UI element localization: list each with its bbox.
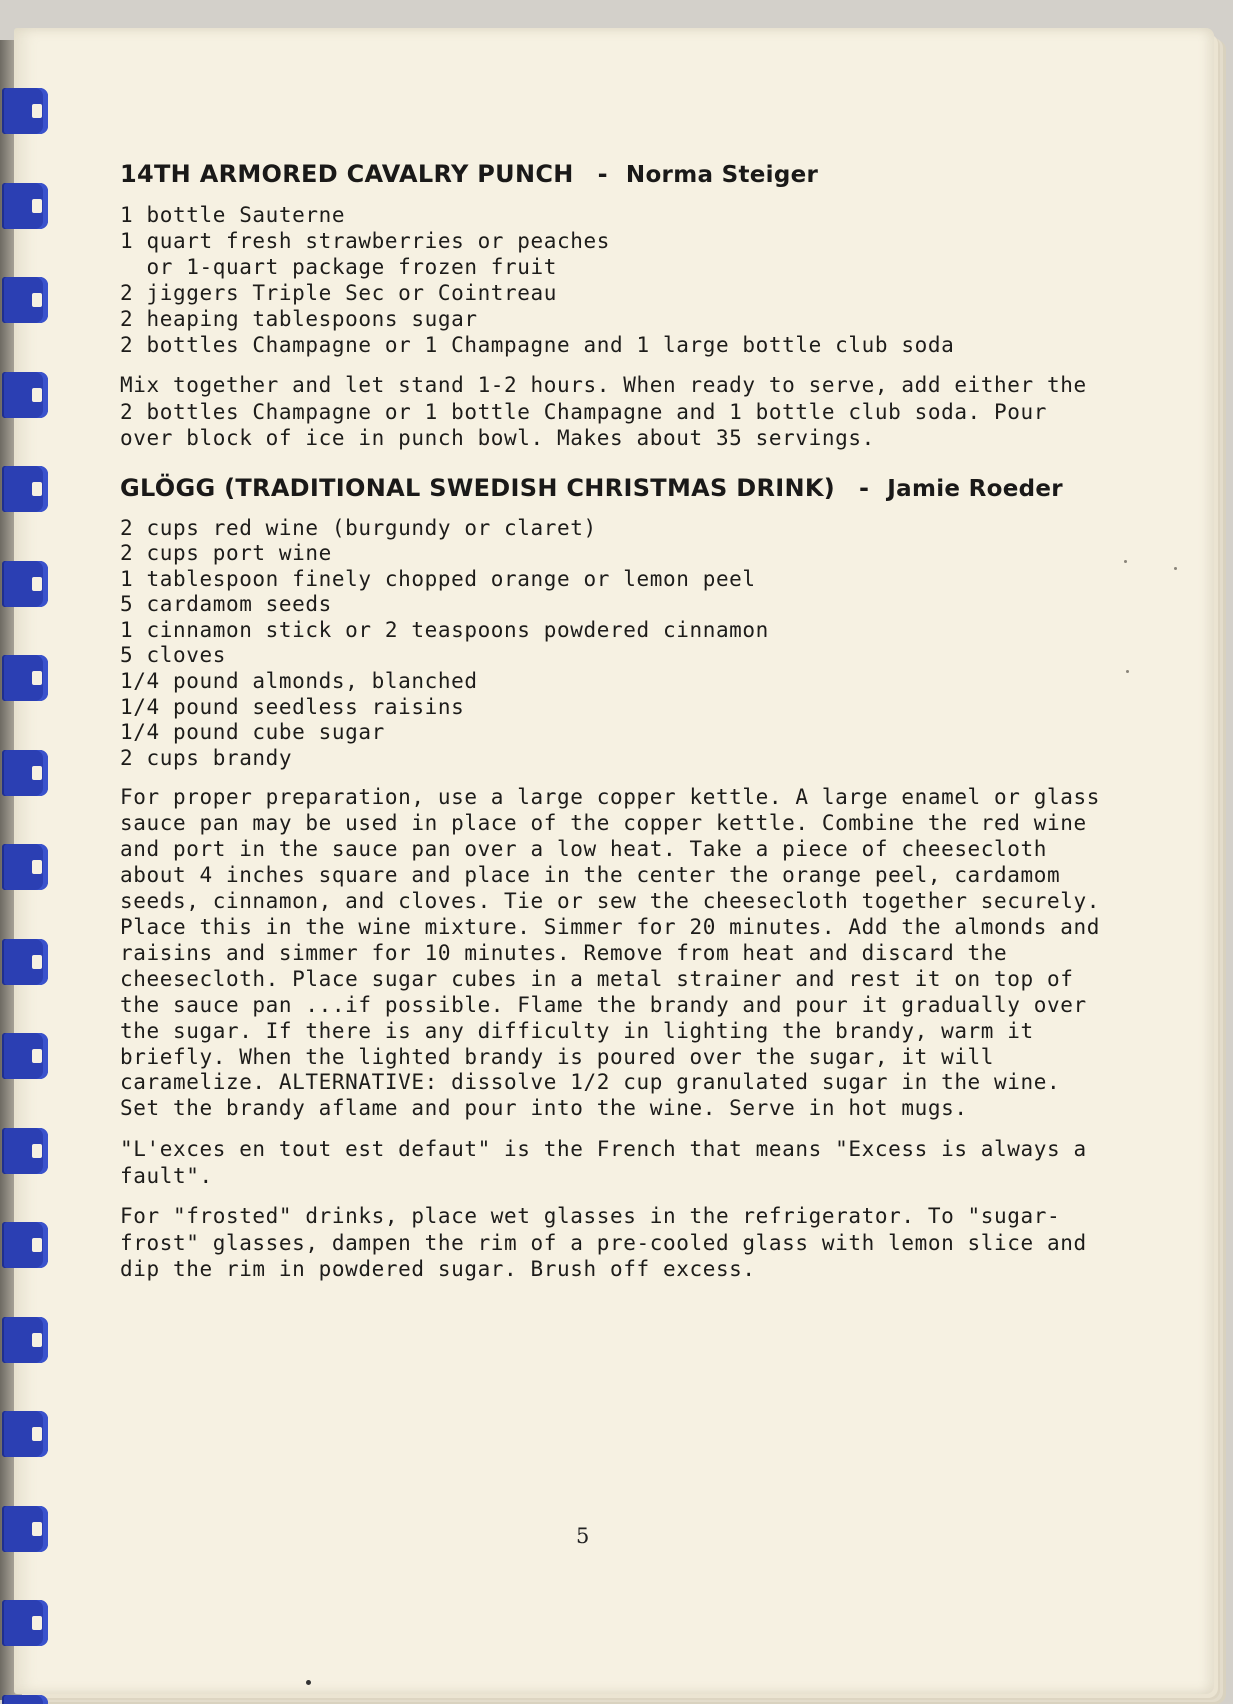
ingredient-item: 1/4 pound seedless raisins: [120, 694, 465, 719]
recipe-title: 14TH ARMORED CAVALRY PUNCH: [120, 160, 574, 188]
note-french-saying: "L'exces en tout est defaut" is the French that means "Excess is always a fault".: [120, 1137, 1087, 1188]
ingredient-item: 2 cups port wine: [120, 541, 332, 566]
recipe-directions: For proper preparation, use a large copper kettle. A large enamel or glass sauce pan may be used in place of the copper kettle. Combine the red wine and port in the sauce pan over a low heat. Take a piece of cheesecloth about 4 inches square and place in the center the orange peel, cardamom seeds, cinnamon, and cloves. Tie or sew the cheesecloth together securely. Place this in the wine mixture. Simmer for 20 minutes. Add the almonds and raisins and simmer for 10 minutes. Remove from heat and discard the cheesecloth. Place sugar cubes in a metal strainer and rest it on top of the sauce pan ...if possible. Flame the brandy and pour it gradually over the sugar. If there is any difficulty in lighting the brandy, warm it briefly. When the lighted brandy is poured over the sugar, it will caramelize. ALTERNATIVE: dissolve 1/2 cup granulated sugar in the wine. Set the brandy aflame and pour into the wine. Serve in hot mugs.: [120, 785, 1100, 1121]
recipe-author: Norma Steiger: [625, 162, 819, 188]
ingredient-item: 2 cups red wine (burgundy or claret): [120, 515, 597, 540]
ingredient-item: 1 bottle Sauterne: [120, 203, 346, 227]
ingredient-item: 2 bottles Champagne or 1 Champagne and 1 large bottle club soda: [120, 333, 955, 357]
binding-coil: [2, 1695, 48, 1704]
ingredient-item: 2 cups brandy: [120, 745, 293, 770]
binding-coil: [2, 88, 48, 134]
recipe-heading: [120, 474, 1100, 502]
page-number: 5: [576, 1524, 590, 1548]
binding-coil: [2, 1411, 48, 1457]
binding-coil: [2, 939, 48, 985]
recipe-author: Jamie Roeder: [887, 475, 1063, 502]
binding-coil: [2, 1033, 48, 1079]
binding-coil: [2, 1317, 48, 1363]
recipe-directions: Mix together and let stand 1-2 hours. When ready to serve, add either the 2 bottles Champagne or 1 bottle Champagne and 1 bottle club soda. Pour over block of ice in punch bowl. Makes about 35 servings.: [120, 373, 1087, 450]
binding-coil: [2, 1222, 48, 1268]
paper-speck: [1126, 670, 1129, 673]
binding-coil: [2, 1128, 48, 1174]
ingredient-item: 5 cardamom seeds: [120, 592, 332, 617]
ingredient-item: 1/4 pound almonds, blanched: [120, 669, 478, 694]
binding-coil: [2, 277, 48, 323]
binding-coil: [2, 466, 48, 512]
ingredient-item: 1/4 pound cube sugar: [120, 720, 385, 745]
binding-coil: [2, 844, 48, 890]
page-content: [120, 160, 1100, 1297]
title-separator: -: [859, 473, 870, 502]
binding-coil: [2, 183, 48, 229]
recipe-title: GLÖGG (TRADITIONAL SWEDISH CHRISTMAS DRINK): [120, 473, 836, 502]
paper-speck: [306, 1680, 311, 1685]
ingredient-list: [120, 516, 1100, 772]
recipe-cavalry-punch: [120, 160, 1100, 452]
note-frosted-glasses: For "frosted" drinks, place wet glasses in the refrigerator. To "sugar-frost" glasses, dampen the rim of a pre-cooled glass with lemon slice and dip the rim in powdered sugar. Brush off excess.: [120, 1204, 1087, 1282]
ingredient-item: or 1-quart package frozen fruit: [120, 255, 558, 279]
paper-speck: [1124, 560, 1127, 563]
title-separator: -: [597, 160, 608, 188]
ingredient-item: 2 jiggers Triple Sec or Cointreau: [120, 281, 558, 305]
ingredient-item: 1 tablespoon finely chopped orange or lemon peel: [120, 566, 756, 591]
ingredient-item: 1 quart fresh strawberries or peaches: [120, 229, 610, 253]
recipe-glogg: [120, 474, 1100, 1123]
recipe-heading: [120, 160, 1100, 188]
ingredient-item: 5 cloves: [120, 643, 226, 668]
binding-coil: [2, 750, 48, 796]
binding-coil: [2, 655, 48, 701]
ingredient-item: 2 heaping tablespoons sugar: [120, 307, 478, 331]
binding-coil: [2, 1600, 48, 1646]
binding-coil: [2, 561, 48, 607]
ingredient-item: 1 cinnamon stick or 2 teaspoons powdered cinnamon: [120, 617, 769, 642]
binding-coil: [2, 1506, 48, 1552]
binding-coil: [2, 372, 48, 418]
paper-speck: [1174, 567, 1177, 570]
ingredient-list: [120, 202, 1100, 358]
